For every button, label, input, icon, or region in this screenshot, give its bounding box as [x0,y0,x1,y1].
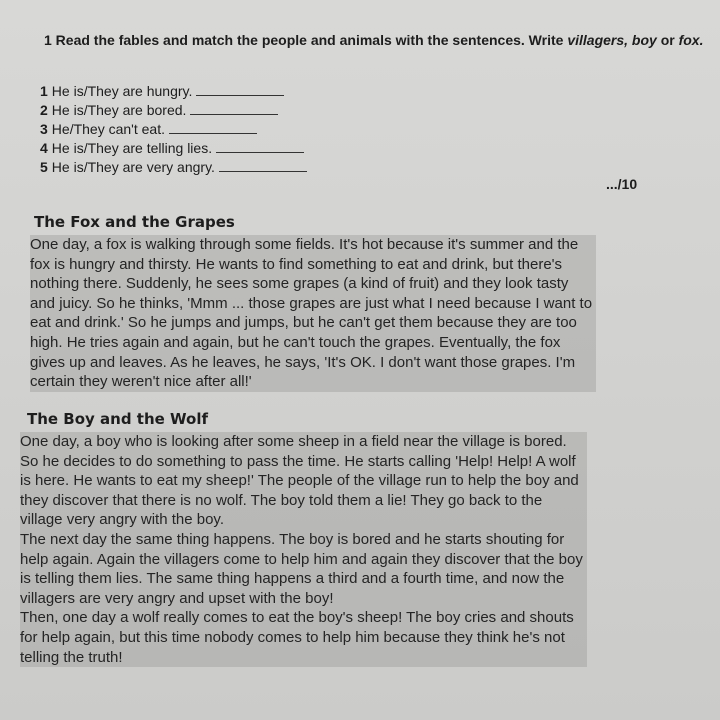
story-line: high. He tries again and again, but he can't touch the grapes. Eventually, the fox [30,333,596,353]
item-text: He/They can't eat. [51,121,165,137]
story-line: help again. Again the villagers come to help him and again they discover that the boy [20,550,587,570]
sentence-list [40,82,307,177]
instruction-or: or [660,32,675,48]
answer-blank[interactable] [169,123,257,134]
story-line: fox is hungry and thirsty. He wants to find something to eat and drink, but there's [30,255,596,275]
item-text: He is/They are telling lies. [51,140,213,156]
story-line: and juicy. So he thinks, 'Mmm ... those grapes are just what I need because I want to [30,294,596,314]
story-line: eat and drink.' So he jumps and jumps, but he can't get them because they are too [30,313,596,333]
story-line: Then, one day a wolf really comes to eat the boy's sheep! The boy cries and shouts [20,608,587,628]
story-line: certain they weren't nice after all!' [30,372,596,392]
story-line: for help again, but this time nobody comes to help him because they think he's not [20,628,587,648]
sentence-item-3 [40,120,307,139]
fable-title-fox: The Fox and the Grapes [34,213,235,231]
item-text: He is/They are very angry. [51,159,215,175]
item-number: 5 [40,159,48,175]
fable-text-wolf [20,432,587,667]
story-line: telling the truth! [20,648,587,668]
answer-blank[interactable] [196,85,284,96]
instruction-text: 1 Read the fables and match the people and animals with the sentences. Write [44,32,564,48]
story-line: is here. He wants to eat my sheep!' The people of the village run to help the boy and [20,471,587,491]
answer-blank[interactable] [216,142,304,153]
story-line: villagers are very angry and upset with the boy! [20,589,587,609]
fable-text-fox [30,235,596,392]
story-line: One day, a boy who is looking after some sheep in a field near the village is bored. [20,432,587,452]
item-number: 3 [40,121,48,137]
story-line: they discover that there is no wolf. The boy told them a lie! They go back to the [20,491,587,511]
story-line: is telling them lies. The same thing happens a third and a fourth time, and now the [20,569,587,589]
story-line: nothing there. Suddenly, he sees some grapes (a kind of fruit) and they look tasty [30,274,596,294]
instruction-fox: fox. [678,32,704,48]
answer-blank[interactable] [219,161,307,172]
sentence-item-5 [40,158,307,177]
story-line: gives up and leaves. As he leaves, he says, 'It's OK. I don't want those grapes. I'm [30,353,596,373]
sentence-item-1 [40,82,307,101]
instruction-words: villagers, boy [567,32,657,48]
fable-title-wolf: The Boy and the Wolf [27,410,209,428]
story-line: One day, a fox is walking through some fields. It's hot because it's summer and the [30,235,596,255]
item-number: 4 [40,140,48,156]
sentence-item-2 [40,101,307,120]
score-label: .../10 [606,176,638,192]
exercise-instruction [44,32,704,49]
sentence-item-4 [40,139,307,158]
answer-blank[interactable] [190,104,278,115]
item-text: He is/They are bored. [51,102,187,118]
item-number: 2 [40,102,48,118]
item-number: 1 [40,83,48,99]
story-line: So he decides to do something to pass the time. He starts calling 'Help! Help! A wolf [20,452,587,472]
story-line: The next day the same thing happens. The boy is bored and he starts shouting for [20,530,587,550]
item-text: He is/They are hungry. [51,83,193,99]
story-line: village very angry with the boy. [20,510,587,530]
